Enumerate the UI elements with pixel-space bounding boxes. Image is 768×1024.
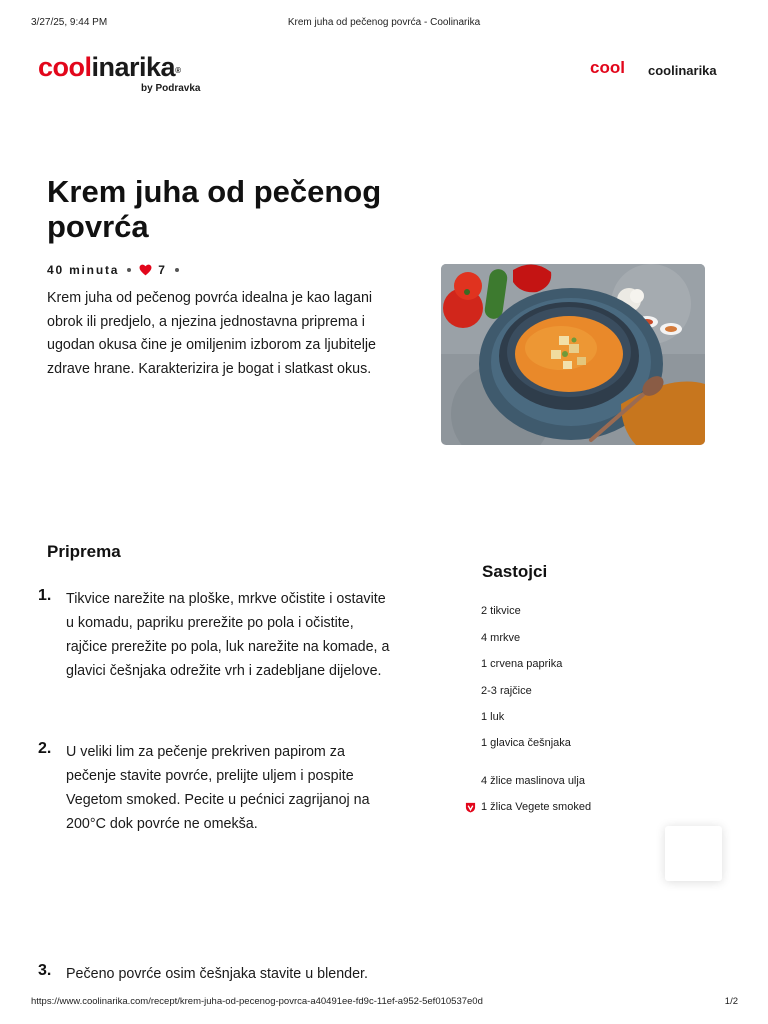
nav-link-coolinarika[interactable]: coolinarika [648,63,717,78]
logo-registered-mark: ® [175,66,181,75]
recipe-meta [47,262,187,278]
ingredient-item: 1 luk [481,711,505,723]
ingredient-item: 1 crvena paprika [481,658,563,670]
ingredient-item: 2-3 rajčice [481,685,532,697]
step-number: 3. [38,962,52,979]
heart-icon[interactable] [139,264,152,276]
ingredient-item: 4 mrkve [481,632,521,644]
ingredient-item: 2 tikvice [481,605,521,617]
ingredient-item: 1 glavica češnjaka [481,737,571,749]
preparation-heading: Priprema [47,542,121,561]
print-footer [0,996,768,1010]
ingredient-item: 1 žlica Vegete smoked [481,801,592,813]
step-text: Pečeno povrće osim češnjaka stavite u blender. [66,966,368,982]
recipe-description: Krem juha od pečenog povrća idealna je kao lagani obrok ili predjelo, a njezina jednostavna priprema i ugodan okusa čine je omiljenim izborom za ljubitelje zdrave hrane. Karakterizira je bogat i slatkast okus. [47,290,377,377]
nav-link-cool[interactable]: cool [590,58,625,77]
logo-wordmark [38,52,228,82]
step-number: 2. [38,740,52,757]
print-page-number: 1/2 [724,996,738,1007]
ingredient-item: 4 žlice maslinova ulja [481,775,585,787]
logo-tagline: by Podravka [141,83,201,94]
step-text: Tikvice narežite na ploške, mrkve očistite i ostavite u komadu, papriku prerežite po pola i očistite, rajčice prerežite po pola, luk narežite na komade, a glavici češnjaka odrežite vrh i zadebljane dijelove. [66,591,390,679]
recipe-title: Krem juha od pečenog povrća [47,174,382,244]
coolinarika-logo[interactable] [38,52,228,96]
print-url: https://www.coolinarika.com/recept/krem-juha-od-pecenog-povrca-a40491ee-fd9c-11ef-a952-5ef010537e0d [31,996,483,1007]
step-number: 1. [38,587,52,604]
meta-separator-dot [127,268,131,272]
print-header [0,17,768,31]
recipe-photo [441,264,705,445]
recipe-likes-count: 7 [158,263,167,277]
print-page-title: Krem juha od pečenog povrća - Coolinarika [287,17,481,28]
recipe-time: 40 minuta [47,263,120,277]
logo-word-dark: inarika [91,52,176,82]
vegeta-product-icon[interactable] [465,800,476,818]
floating-widget[interactable] [665,826,722,881]
logo-word-red: cool [38,52,92,82]
meta-separator-dot [175,268,179,272]
print-datetime: 3/27/25, 9:44 PM [31,17,108,28]
ingredients-heading: Sastojci [482,562,548,581]
step-text: U veliki lim za pečenje prekriven papirom za pečenje stavite povrće, prelijte uljem i pospite Vegetom smoked. Pecite u pećnici zagrijanoj na 200°C dok povrće ne omekša. [66,744,370,832]
